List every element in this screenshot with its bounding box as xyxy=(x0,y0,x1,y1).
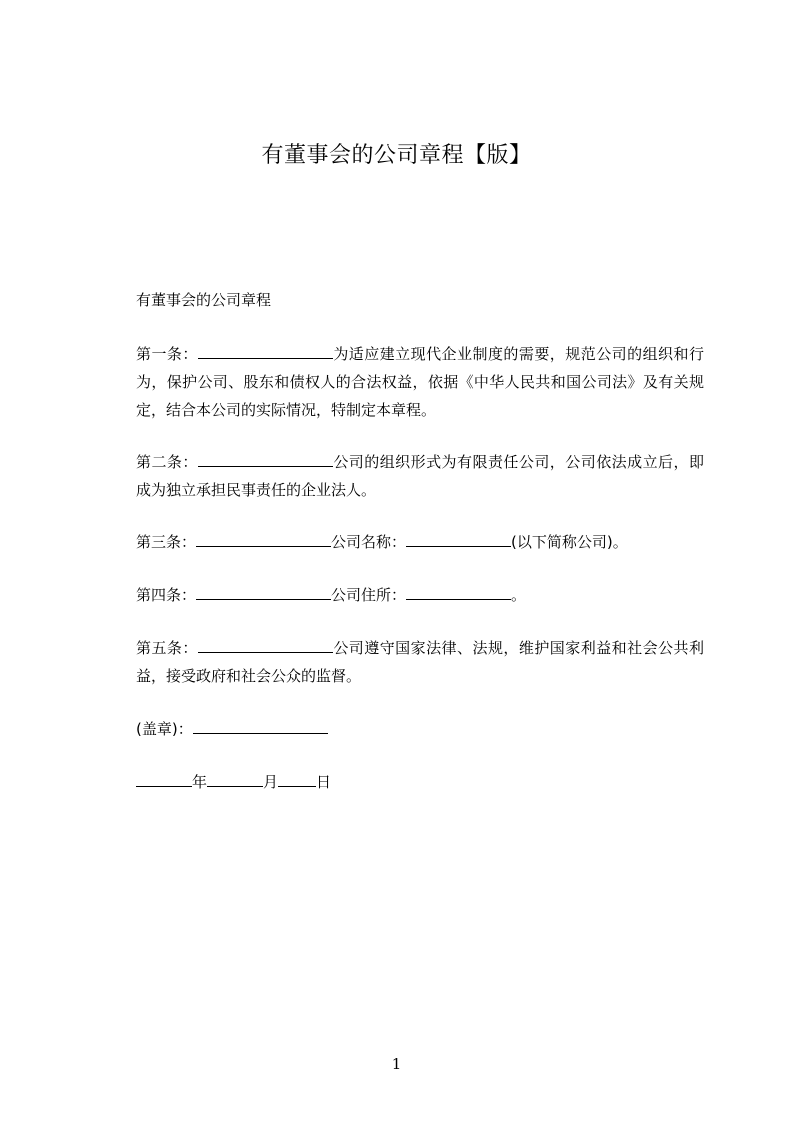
article-4-middle: 公司住所： xyxy=(331,586,407,604)
article-4-blank-2 xyxy=(406,583,511,600)
article-1-continuation: 和行为，保护公司、股东和债权人的合法权益，依据《中华人民共和国公司法》及有关规定，结合本公司的实际情况，特制定本章程。 xyxy=(136,345,704,419)
article-2-continuation: 即成为独立承担民事责任的企业法人。 xyxy=(136,453,704,499)
year-blank xyxy=(136,770,192,787)
article-1-paragraph xyxy=(136,340,704,424)
article-4-end: 。 xyxy=(511,586,527,604)
day-label: 日 xyxy=(316,773,332,791)
article-2-label: 第二条： xyxy=(136,453,198,471)
article-4 xyxy=(136,581,704,609)
seal-label: (盖章)： xyxy=(136,720,193,738)
article-2 xyxy=(136,448,704,504)
page-number: 1 xyxy=(391,1055,402,1073)
article-2-paragraph xyxy=(136,448,704,504)
article-3 xyxy=(136,528,704,556)
article-3-label: 第三条： xyxy=(136,533,197,551)
day-blank xyxy=(278,770,316,787)
document-heading xyxy=(136,286,704,314)
article-4-label: 第四条： xyxy=(136,586,197,604)
heading-text: 有董事会的公司章程 xyxy=(136,291,272,309)
date-line xyxy=(136,768,704,796)
article-5-label: 第五条： xyxy=(136,639,198,657)
article-2-text: 公司的组织形式为有限责任公司，公司依法成立后， xyxy=(332,453,689,471)
year-label: 年 xyxy=(192,773,208,791)
seal-blank xyxy=(193,717,328,734)
article-5-continuation: 共利益，接受政府和社会公众的监督。 xyxy=(136,639,704,685)
month-blank xyxy=(207,770,263,787)
document-title: 有董事会的公司章程【版】 xyxy=(261,143,532,168)
article-3-end: (以下简称公司)。 xyxy=(511,533,628,551)
article-3-paragraph xyxy=(136,528,704,556)
article-4-blank-1 xyxy=(196,583,331,600)
article-5 xyxy=(136,634,704,690)
article-4-paragraph xyxy=(136,581,704,609)
article-3-blank-2 xyxy=(406,530,511,547)
article-1-text: 为适应建立现代企业制度的需要，规范公司的组织 xyxy=(332,345,674,363)
article-5-text: 公司遵守国家法律、法规，维护国家利益和社会公 xyxy=(332,639,674,657)
article-3-blank-1 xyxy=(196,530,331,547)
article-1 xyxy=(136,340,704,424)
article-3-middle: 公司名称： xyxy=(331,533,407,551)
seal-line xyxy=(136,715,704,743)
article-5-blank xyxy=(198,636,333,653)
month-label: 月 xyxy=(263,773,279,791)
article-5-paragraph xyxy=(136,634,704,690)
article-1-blank xyxy=(198,342,333,359)
article-1-label: 第一条： xyxy=(136,345,198,363)
article-2-blank xyxy=(198,450,333,467)
